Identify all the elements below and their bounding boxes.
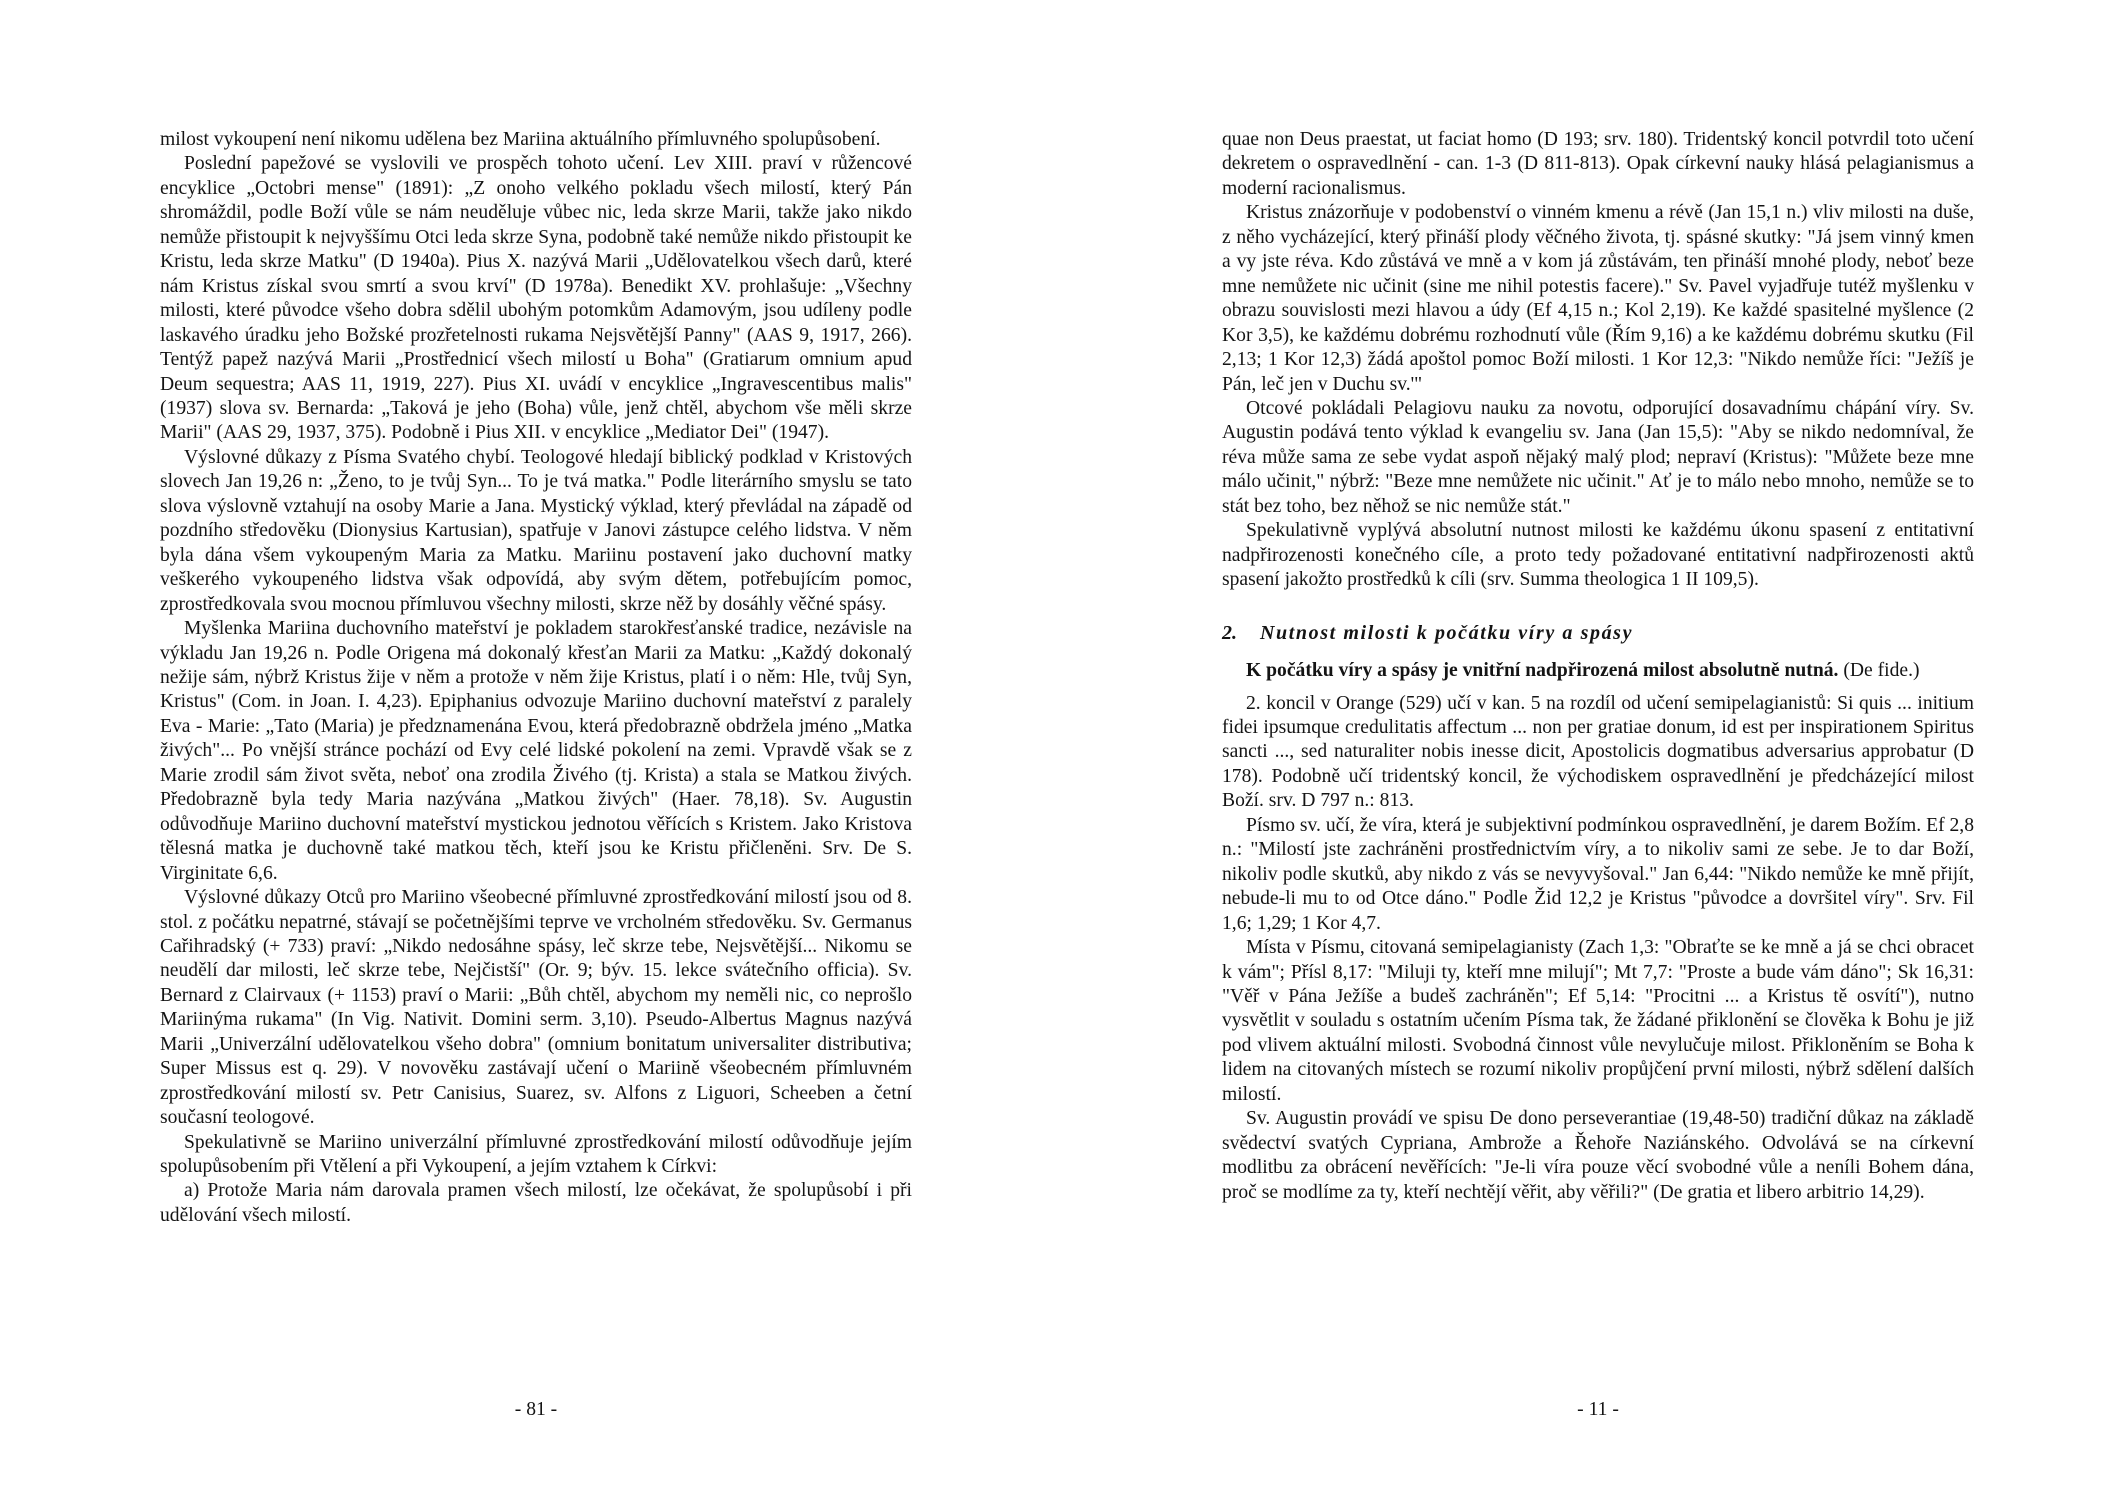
- paragraph: Myšlenka Mariina duchovního mateřství je pokladem starokřesťanské tradice, nezávisle na výkladu Jan 19,26 n. Podle Origena má dokonalý křesťan Marii za Matku: „Každý dokonalý nežije sám, nýbrž Kristus žije v něm a protože v něm žije Kristus, platí i o něm: Hle, tvůj Syn, Kristus" (Com. in Joan. I. 4,23). Epiphanius odvozuje Mariino duchovní mateřství z paralely Eva - Marie: „Tato (Maria) je předznamenána Evou, která předobrazně obdržela jméno „Matka živých"... Po vnější stránce pochází od Evy celé lidské pokolení na zemi. Vpravdě však se z Marie zrodil sám život světa, neboť ona zrodila Živého (tj. Krista) a stala se Matkou živých. Předobrazně byla tedy Maria nazývána „Matkou živých" (Haer. 78,18). Sv. Augustin odůvodňuje Mariino duchovní mateřství mystickou jednotou věřících s Kristem. Jako Kristova tělesná matka je duchovně také matkou těch, kteří jsou ke Kristu přičleněni. Srv. De S. Virginitate 6,6.: [160, 618, 912, 884]
- list-item-a: a) Protože Maria nám darovala pramen všech milostí, lze očekávat, že spolupůsobí i při udělování všech milostí.: [160, 1180, 912, 1226]
- thesis-note: (De fide.): [1838, 660, 1920, 682]
- page-number-right: - 11 -: [1577, 1399, 1619, 1420]
- page-number-left: - 81 -: [514, 1399, 558, 1420]
- paragraph: Výslovné důkazy z Písma Svatého chybí. Teologové hledají biblický podklad v Kristových slovech Jan 19,26 n: „Ženo, to je tvůj Syn... To je tvá matka." Podle literárního smyslu se tato slova výslovně vztahují na osoby Marie a Jana. Mystický výklad, který převládal na západě od pozdního středověku (Dionysius Kartusian), spatřuje v Janovi zástupce celého lidstva. V něm byla dána všem vykoupeným Maria za Matku. Mariinu postavení jako duchovní matky veškerého vykoupeného lidstva však odpovídá, aby svým dětem, potřebujícím pomoc, zprostředkovala svou mocnou přímluvou všechny milosti, skrze něž by dosáhly věčné spásy.: [160, 446, 912, 615]
- paragraph: Místa v Písmu, citovaná semipelagianisty (Zach 1,3: "Obraťte se ke mně a já se chci obracet k vám"; Přísl 8,17: "Miluji ty, kteří mne milují"; Mt 7,7: "Proste a bude vám dáno"; Sk 16,31: "Věř v Pána Ježíše a budeš zachráněn"; Ef 5,14: "Procitni ... a Kristus tě osvítí"), nutno vysvětlit v souladu s ostatním učením Písma tak, že žádané přiklonění se člověka k Bohu je již pod vlivem aktuální milosti. Svobodná činnost vůle nevylučuje milost. Přikloněním se Boha k lidem na citovaných místech se rozumí nikoliv propůjčení první milosti, nýbrž sdělení dalších milostí.: [1222, 937, 1974, 1105]
- paragraph: 2. koncil v Orange (529) učí v kan. 5 na rozdíl od učení semipelagianistů: Si quis ... initium fidei ipsumque credulitatis affectum ... non per gratiae donum, id est per inspirationem Spiritus sancti ..., sed naturaliter nobis inesse dicit, Apostolicis dogmatibus adversarius approbatur (D 178). Podobně učí tridentský koncil, že východiskem ospravedlnění je předcházející milost Boží. srv. D 797 n.: 813.: [1222, 692, 1974, 812]
- section-number: 2.: [1222, 621, 1237, 644]
- paragraph-continuation: milost vykoupení není nikomu udělena bez Mariina aktuálního přímluvného spolupůsobení.: [160, 129, 881, 150]
- section-title: Nutnost milosti k počátku víry a spásy: [1260, 621, 1634, 644]
- thesis-statement: [1222, 659, 1974, 683]
- paragraph: Kristus znázorňuje v podobenství o vinném kmenu a révě (Jan 15,1 n.) vliv milosti na duše, z něho vycházející, který přináší plody věčného života, tj. spásné skutky: "Já jsem vinný kmen a vy jste réva. Kdo zůstává ve mně a v kom já zůstávám, ten přináší mnohé plody, neboť beze mne nemůžete nic učinit (sine me nihil potestis facere)." Sv. Pavel vyjadřuje tutéž myšlenku v obrazu souvislosti mezi hlavou a údy (Ef 4,15 n.; Kol 2,19). Ke každé spasitelné myšlence (2 Kor 3,5), ke každému dobrému rozhodnutí vůle (Řím 9,16) a ke každému dobrému skutku (Fil 2,13; 1 Kor 12,3) žádá apoštol pomoc Boží milosti. 1 Kor 12,3: "Nikdo nemůže říci: "Ježíš je Pán, leč jen v Duchu sv.'": [1222, 202, 1974, 395]
- paragraph: Sv. Augustin provádí ve spisu De dono perseverantiae (19,48-50) tradiční důkaz na základě svědectví svatých Cypriana, Ambrože a Řehoře Naziánského. Odvolává se na církevní modlitbu za obrácení nevěřících: "Je-li víra pouze věcí svobodné vůle a neníli Bohem dána, proč se modlíme za ty, kteří nechtějí věřit, aby věřili?" (De gratia et libero arbitrio 14,29).: [1222, 1108, 1974, 1203]
- right-page: [1222, 128, 1974, 1205]
- section-heading: [1222, 621, 1974, 645]
- paragraph: Spekulativně se Mariino univerzální přímluvné zprostředkování milostí odůvodňuje jejím spolupůsobením při Vtělení a při Vykoupení, a jejím vztahem k Církvi:: [160, 1131, 912, 1178]
- paragraph: Spekulativně vyplývá absolutní nutnost milosti ke každému úkonu spasení z entitativní nadpřirozenosti konečného cíle, a proto tedy požadované entitativní nadpřirozenosti aktů spasení jakožto prostředků k cíli (srv. Summa theologica 1 II 109,5).: [1222, 520, 1974, 591]
- thesis-bold: K počátku víry a spásy je vnitřní nadpřirozená milost absolutně nutná.: [1246, 660, 1839, 682]
- paragraph: Písmo sv. učí, že víra, která je subjektivní podmínkou ospravedlnění, je darem Božím. Ef 2,8 n.: "Milostí jste zachráněni prostřednictvím víry, a to nikoliv sami ze sebe. Je to dar Boží, nikoliv podle skutků, aby nikdo z vás se nevyvyšoval." Jan 6,44: "Nikdo nemůže ke mně přijít, nebude-li mu to od Otce dáno." Podle Žid 12,2 je Kristus "původce a dovršitel víry". Srv. Fil 1,6; 1,29; 1 Kor 4,7.: [1222, 814, 1974, 934]
- paragraph: Výslovné důkazy Otců pro Mariino všeobecné přímluvné zprostředkování milostí jsou od 8. stol. z počátku nepatrné, stávají se početnějšími teprve ve vrcholném středověku. Sv. Germanus Cařihradský (+ 733) praví: „Nikdo nedosáhne spásy, leč skrze tebe, Nejsvětější... Nikomu se neudělí dar milosti, leč skrze tebe, Nejčistší" (Or. 9; býv. 15. lekce svátečního officia). Sv. Bernard z Clairvaux (+ 1153) praví o Marii: „Bůh chtěl, abychom my neměli nic, co neprošlo Mariinýma rukama" (In Vig. Nativit. Domini serm. 3,10). Pseudo-Albertus Magnus nazývá Marii „Univerzální udělovatelkou všeho dobra" (omnium bonitatum universaliter distributiva; Super Missus est q. 29). V novověku zastávají učení o Mariině všeobecném přímluvném zprostředkování milostí sv. Petr Canisius, Suarez, sv. Alfons z Liguori, Scheeben a četní současní teologové.: [160, 887, 912, 1129]
- left-page: [160, 128, 912, 1228]
- paragraph: Otcové pokládali Pelagiovu nauku za novotu, odporující dosavadnímu chápání víry. Sv. Augustin podává tento výklad k evangeliu sv. Jana (Jan 15,5): "Aby se nikdo nedomníval, že réva může sama ze sebe vydat aspoň nějaký malý plod; nepraví (Kristus): "Můžete beze mne málo učinit," nýbrž: "Beze mne nemůžete nic učinit." Ať je to málo nebo mnoho, nemůže se to stát bez toho, bez něhož se nic nemůže stát.": [1222, 397, 1974, 517]
- paragraph-continuation: quae non Deus praestat, ut faciat homo (D 193; srv. 180). Tridentský koncil potvrdil toto učení dekretem o ospravedlnění - can. 1-3 (D 811-813). Opak církevní nauky hlásá pelagianismus a moderní racionalismus.: [1222, 129, 1974, 199]
- paragraph: Poslední papežové se vyslovili ve prospěch tohoto učení. Lev XIII. praví v růžencové encyklice „Octobri mense" (1891): „Z onoho velkého pokladu všech milostí, který Pán shromáždil, podle Boží vůle se nám neuděluje vůbec nic, leda skrze Marii, takže jako nikdo nemůže přistoupit k nejvyššímu Otci leda skrze Syna, podobně také nemůže nikdo přistoupit ke Kristu, leda skrze Matku" (D 1940a). Pius X. nazývá Marii „Udělovatelkou všech darů, které nám Kristus získal svou smrtí a svou krví" (D 1978a). Benedikt XV. prohlašuje: „Všechny milosti, které původce všeho dobra sdělil ubohým potomkům Adamovým, jsou udíleny podle laskavého úradku jeho Božské prozřetelnosti rukama Nejsvětější Panny" (AAS 9, 1917, 266). Tentýž papež nazývá Marii „Prostřednicí všech milostí u Boha" (Gratiarum omnium apud Deum sequestra; AAS 11, 1919, 227). Pius XI. uvádí v encyklice „Ingravescentibus malis" (1937) slova sv. Bernarda: „Taková je jeho (Boha) vůle, jenž chtěl, abychom vše měli skrze Marii" (AAS 29, 1937, 375). Podobně i Pius XII. v encyklice „Mediator Dei" (1947).: [160, 153, 912, 444]
